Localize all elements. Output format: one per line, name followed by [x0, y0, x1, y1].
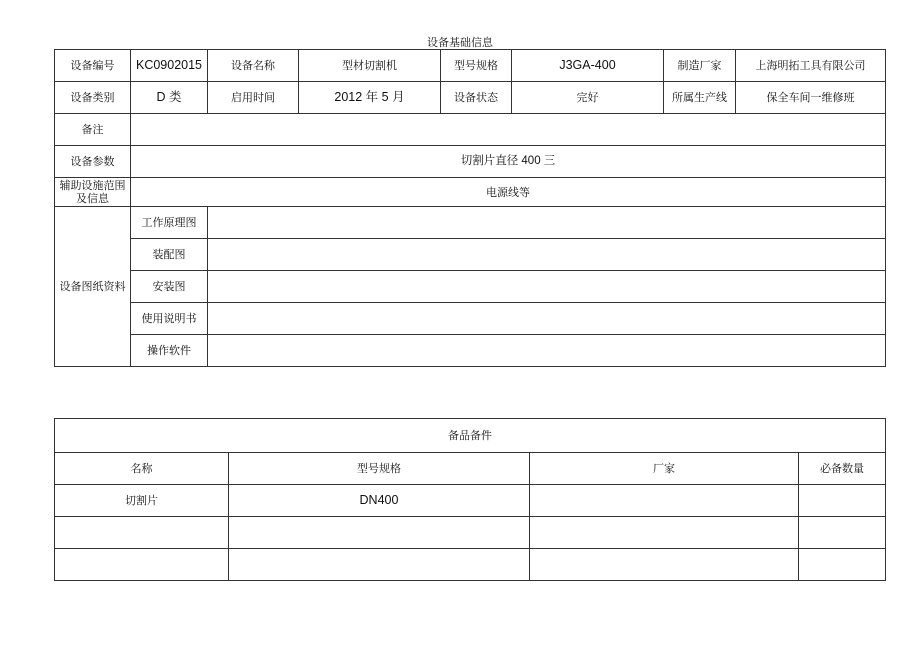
value-equipment-name: 型材切割机 — [299, 50, 441, 82]
cell-quantity — [799, 517, 886, 549]
drawing-row — [55, 207, 886, 239]
value-equipment-no: KC0902015 — [131, 50, 208, 82]
cell-manufacturer — [530, 549, 799, 581]
header-manufacturer: 厂家 — [530, 453, 799, 485]
value-start-date: 2012 年 5 月 — [299, 82, 441, 114]
cell-name — [55, 549, 229, 581]
drawing-label: 装配图 — [131, 239, 208, 271]
label-manufacturer: 制造厂家 — [664, 50, 736, 82]
table-row — [55, 549, 886, 581]
params-row — [55, 146, 886, 178]
remarks-row — [55, 114, 886, 146]
value-model: J3GA-400 — [512, 50, 664, 82]
label-model: 型号规格 — [441, 50, 512, 82]
info-row-1 — [55, 50, 886, 82]
equipment-info-table — [54, 49, 886, 367]
drawing-label: 安装图 — [131, 271, 208, 303]
label-aux: 辅助设施范围及信息 — [55, 178, 131, 207]
spare-title-row — [55, 419, 886, 453]
cell-name: 切割片 — [55, 485, 229, 517]
value-params: 切割片直径 400 三 — [131, 146, 886, 178]
drawing-row — [55, 303, 886, 335]
drawing-row — [55, 239, 886, 271]
cell-manufacturer — [530, 485, 799, 517]
info-row-2 — [55, 82, 886, 114]
drawing-label: 使用说明书 — [131, 303, 208, 335]
drawing-value — [208, 303, 886, 335]
value-manufacturer: 上海明拓工具有限公司 — [736, 50, 886, 82]
drawing-value — [208, 207, 886, 239]
value-aux: 电源线等 — [131, 178, 886, 207]
drawing-label: 工作原理图 — [131, 207, 208, 239]
header-model: 型号规格 — [229, 453, 530, 485]
label-equipment-name: 设备名称 — [208, 50, 299, 82]
drawing-value — [208, 239, 886, 271]
label-params: 设备参数 — [55, 146, 131, 178]
cell-manufacturer — [530, 517, 799, 549]
label-status: 设备状态 — [441, 82, 512, 114]
spare-title: 备品备件 — [55, 419, 886, 453]
label-production-line: 所属生产线 — [664, 82, 736, 114]
spare-header-row — [55, 453, 886, 485]
drawing-value — [208, 335, 886, 367]
label-drawings: 设备图纸资料 — [55, 207, 131, 367]
info-title: 设备基础信息 — [427, 36, 493, 49]
table-row — [55, 517, 886, 549]
drawing-row — [55, 271, 886, 303]
value-category: D 类 — [131, 82, 208, 114]
cell-model — [229, 517, 530, 549]
header-quantity: 必备数量 — [799, 453, 886, 485]
drawing-value — [208, 271, 886, 303]
table-row — [55, 485, 886, 517]
cell-model — [229, 549, 530, 581]
value-production-line: 保全车间一维修班 — [736, 82, 886, 114]
value-status: 完好 — [512, 82, 664, 114]
cell-quantity — [799, 549, 886, 581]
drawing-row — [55, 335, 886, 367]
label-equipment-no: 设备编号 — [55, 50, 131, 82]
aux-row — [55, 178, 886, 207]
spare-parts-table — [54, 418, 886, 581]
cell-model: DN400 — [229, 485, 530, 517]
drawing-label: 操作软件 — [131, 335, 208, 367]
header-name: 名称 — [55, 453, 229, 485]
cell-quantity — [799, 485, 886, 517]
label-start-date: 启用时间 — [208, 82, 299, 114]
label-remarks: 备注 — [55, 114, 131, 146]
cell-name — [55, 517, 229, 549]
value-remarks — [131, 114, 886, 146]
label-category: 设备类别 — [55, 82, 131, 114]
